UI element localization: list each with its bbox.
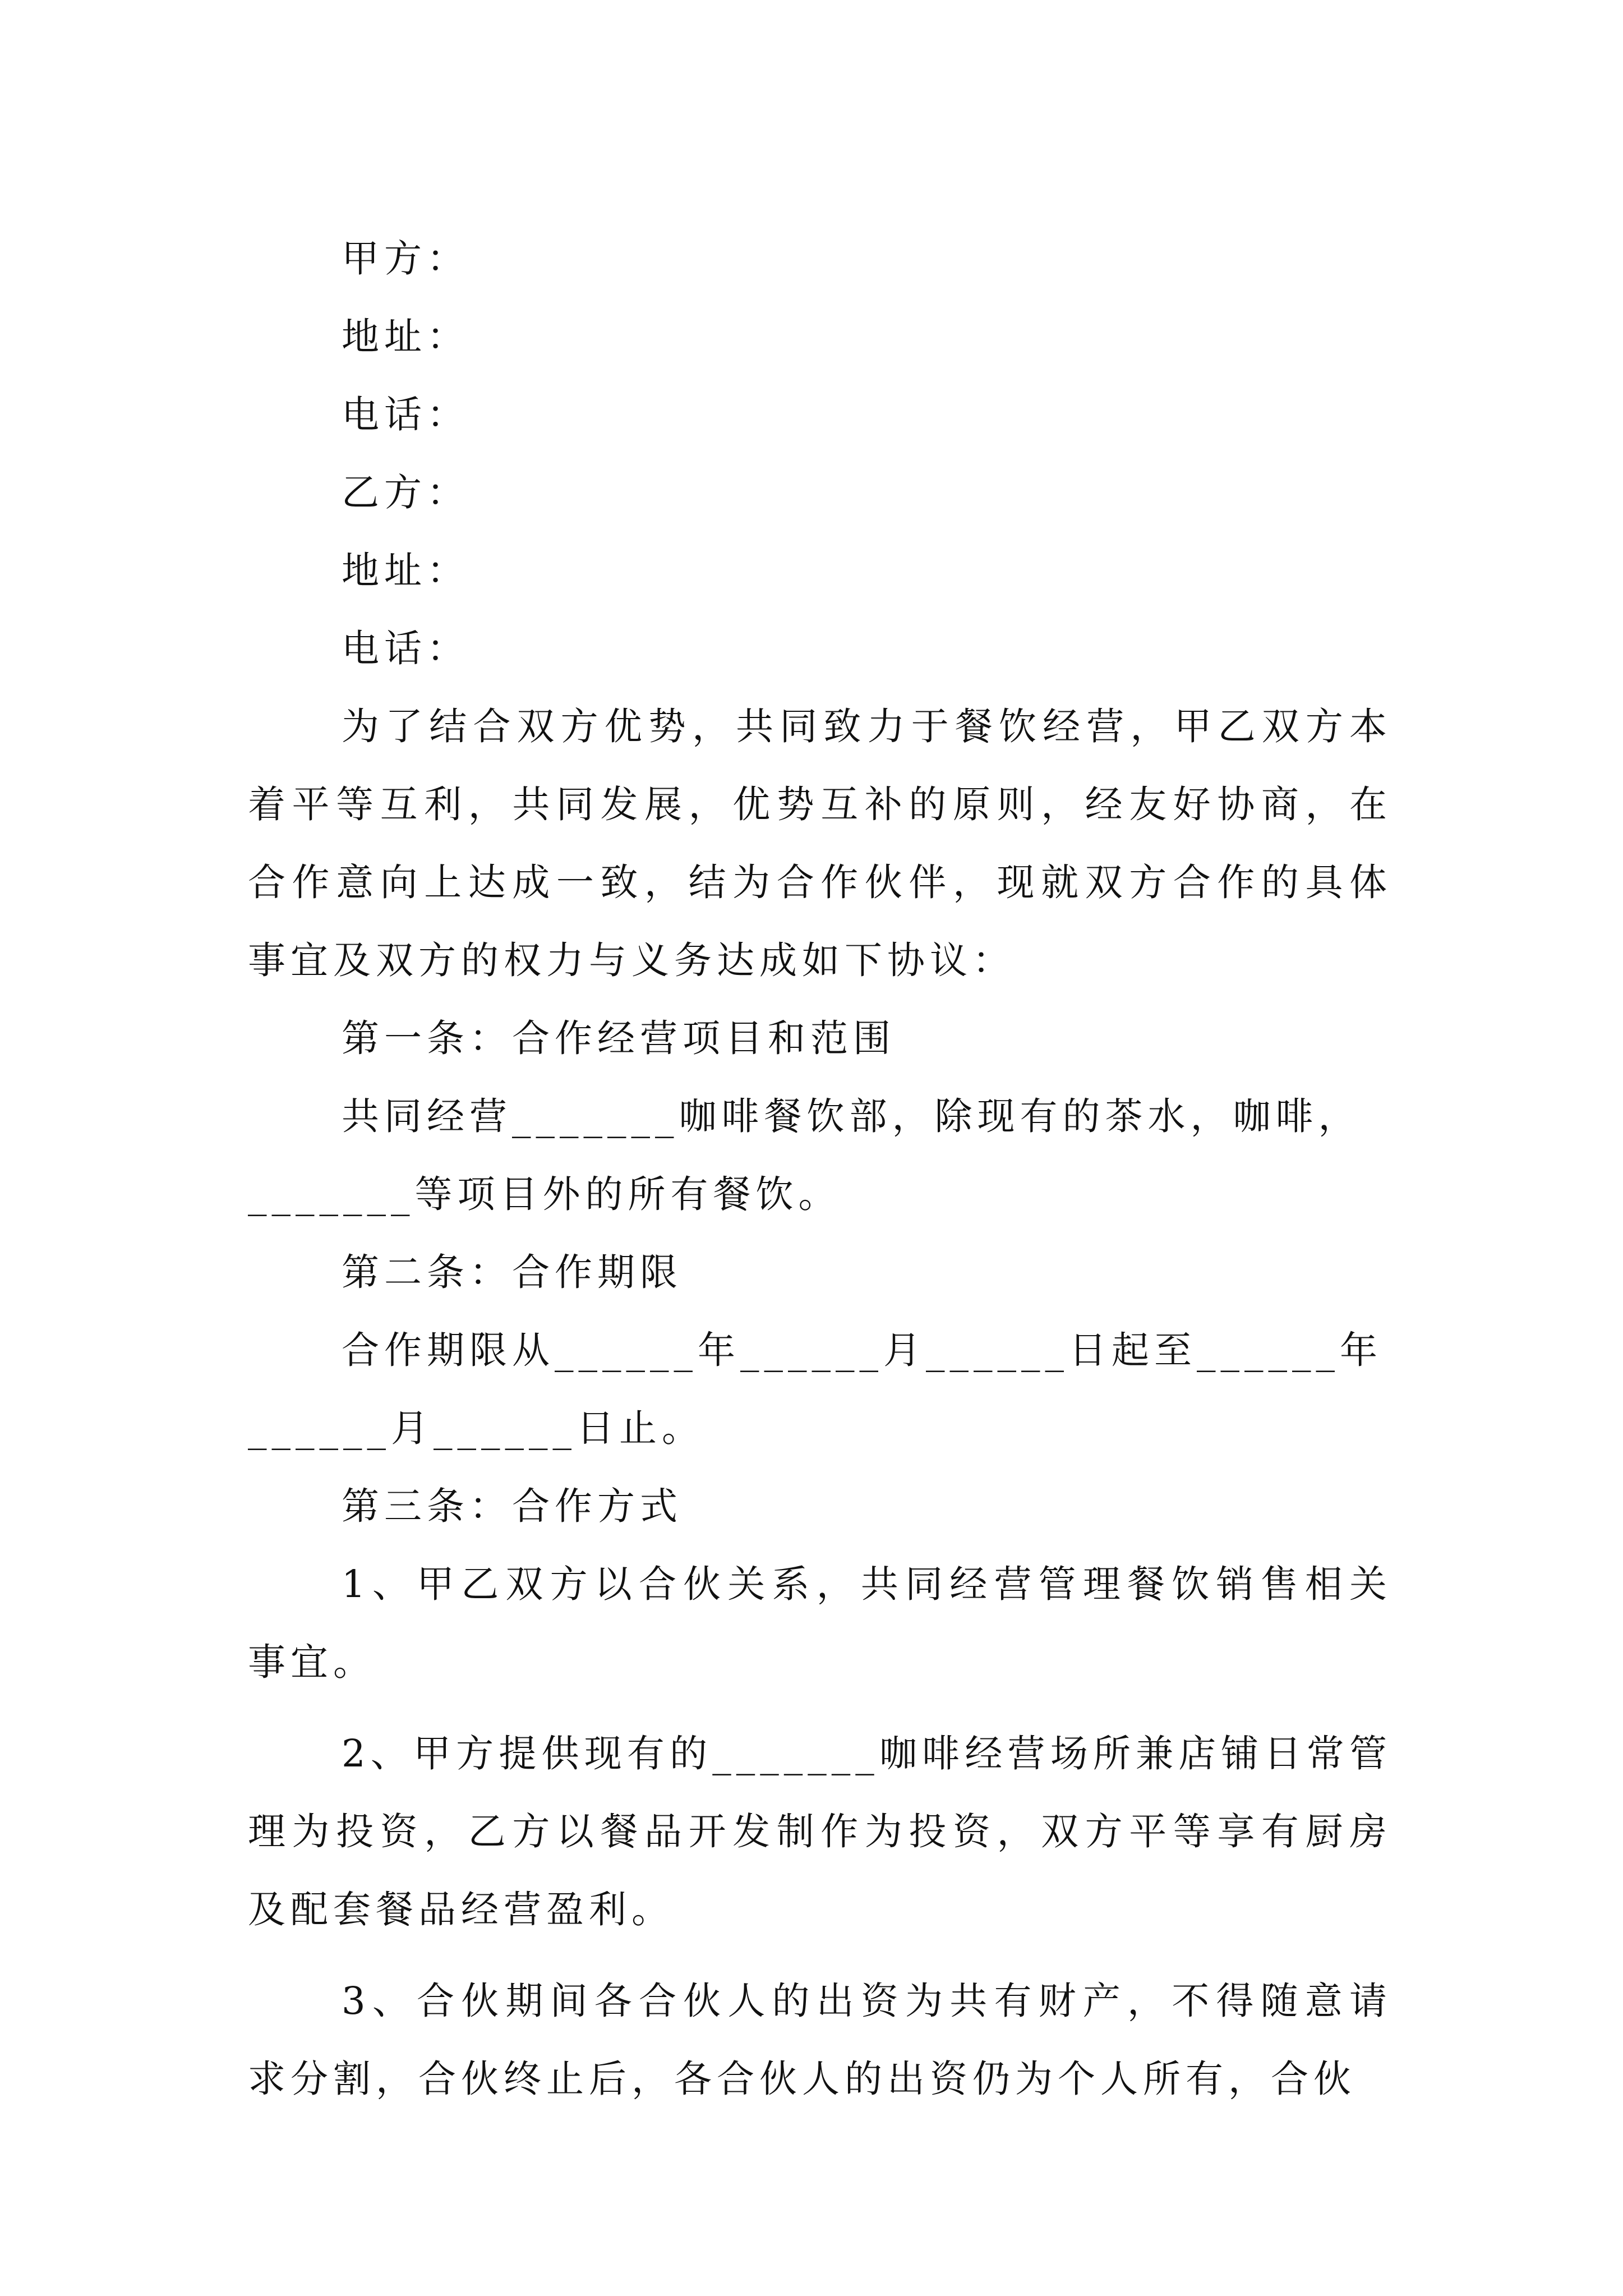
article3-clause3: 3、合伙期间各合伙人的出资为共有财产，不得随意请求分割，合伙终止后，各合伙人的出资仍为个人所有，合伙	[248, 1979, 1392, 2101]
party-a-name-label: 甲方：	[342, 237, 469, 280]
article2-title: 第二条：合作期限	[342, 1250, 683, 1294]
article2-line2: ______月______日止。	[248, 1406, 704, 1450]
article1-title: 第一条：合作经营项目和范围	[342, 1016, 896, 1060]
contract-body	[248, 220, 1392, 2118]
preamble-paragraph: 为了结合双方优势，共同致力于餐饮经营，甲乙双方本着平等互利，共同发展，优势互补的原则，经友好协商，在合作意向上达成一致，结为合作伙伴，现就双方合作的具体事宜及双方的权力与义务达成如下协议：	[248, 705, 1392, 982]
article1-line1: 共同经营_______咖啡餐饮部，除现有的茶水，咖啡，	[342, 1094, 1361, 1138]
spacer	[248, 1701, 1392, 1715]
party-a-phone-label: 电话：	[342, 393, 469, 436]
party-b-phone-label: 电话：	[342, 627, 469, 670]
article1-line2: _______等项目外的所有餐饮。	[248, 1172, 841, 1216]
party-b-address-label: 地址：	[342, 549, 469, 592]
party-a-address-label: 地址：	[342, 315, 469, 358]
article3-clause1: 1、甲乙双方以合伙关系，共同经营管理餐饮销售相关事宜。	[248, 1562, 1392, 1684]
article3-title: 第三条：合作方式	[342, 1484, 683, 1528]
spacer	[248, 1949, 1392, 1962]
party-b-name-label: 乙方：	[342, 471, 469, 514]
article2-line1: 合作期限从______年______月______日起至______年	[342, 1328, 1382, 1372]
article3-clause2: 2、甲方提供现有的_______咖啡经营场所兼店铺日常管理为投资，乙方以餐品开发制作为投资，双方平等享有厨房及配套餐品经营盈利。	[248, 1732, 1392, 1931]
